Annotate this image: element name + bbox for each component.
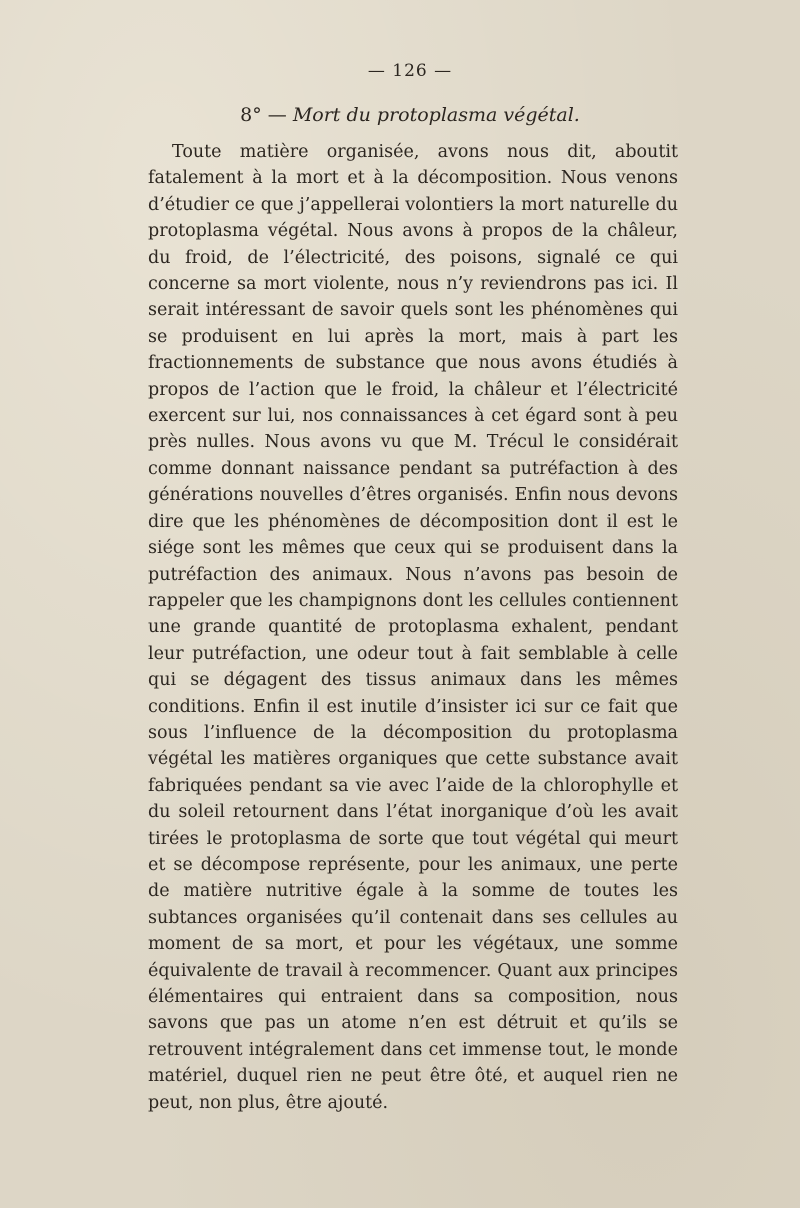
section-heading [0,104,800,126]
page-number: — 126 — [367,61,453,81]
body-paragraph: Toute matière organisée, avons nous dit, aboutit fatalement à la mort et à la décomposition. Nous venons d’étudier ce que j’appellerai volontiers la mort naturelle du protoplasma végétal. Nous avons à propos de la châleur, du froid, de l’électricité, des poisons, signalé ce qui concerne sa mort violente, nous n’y reviendrons pas ici. Il serait intéressant de savoir quels sont les phénomènes qui se produisent en lui après la mort, mais à part les fractionnements de substance que nous avons étudiés à propos de l’action que le froid, la châleur et l’électricité exercent sur lui, nos connaissances à cet égard sont à peu près nulles. Nous avons vu que M. Trécul le considérait comme donnant naissance pendant sa putréfaction à des générations nouvelles d’êtres organisés. Enfin nous devons dire que les phénomènes de décomposition dont il est le siége sont les mêmes que ceux qui se produisent dans la putréfaction des animaux. Nous n’avons pas besoin de rappeler que les champignons dont les cellules contiennent une grande quantité de protoplasma exhalent, pendant leur putréfaction, une odeur tout à fait semblable à celle qui se dégagent des tissus animaux dans les mêmes conditions. Enfin il est inutile d’insister ici sur ce fait que sous l’influence de la décomposition du protoplasma végétal les matières organiques que cette substance avait fabriquées pendant sa vie avec l’aide de la chlorophylle et du soleil retournent dans l’état inorganique d’où les avait tirées le protoplasma de sorte que tout végétal qui meurt et se décompose représente, pour les animaux, une perte de matière nutritive égale à la somme de toutes les subtances organisées qu’il contenait dans ses cellules au moment de sa mort, et pour les végétaux, une somme équivalente de travail à recommencer. Quant aux principes élémentaires qui entraient dans sa composition, nous savons que pas un atome n’en est détruit et qu’ils se retrouvent intégralement dans cet immense tout, le monde matériel, duquel rien ne peut être ôté, et auquel rien ne peut, non plus, être ajouté. [148,142,678,1113]
section-title: Mort du protoplasma végétal. [292,104,580,126]
section-number: 8° — [240,104,293,126]
